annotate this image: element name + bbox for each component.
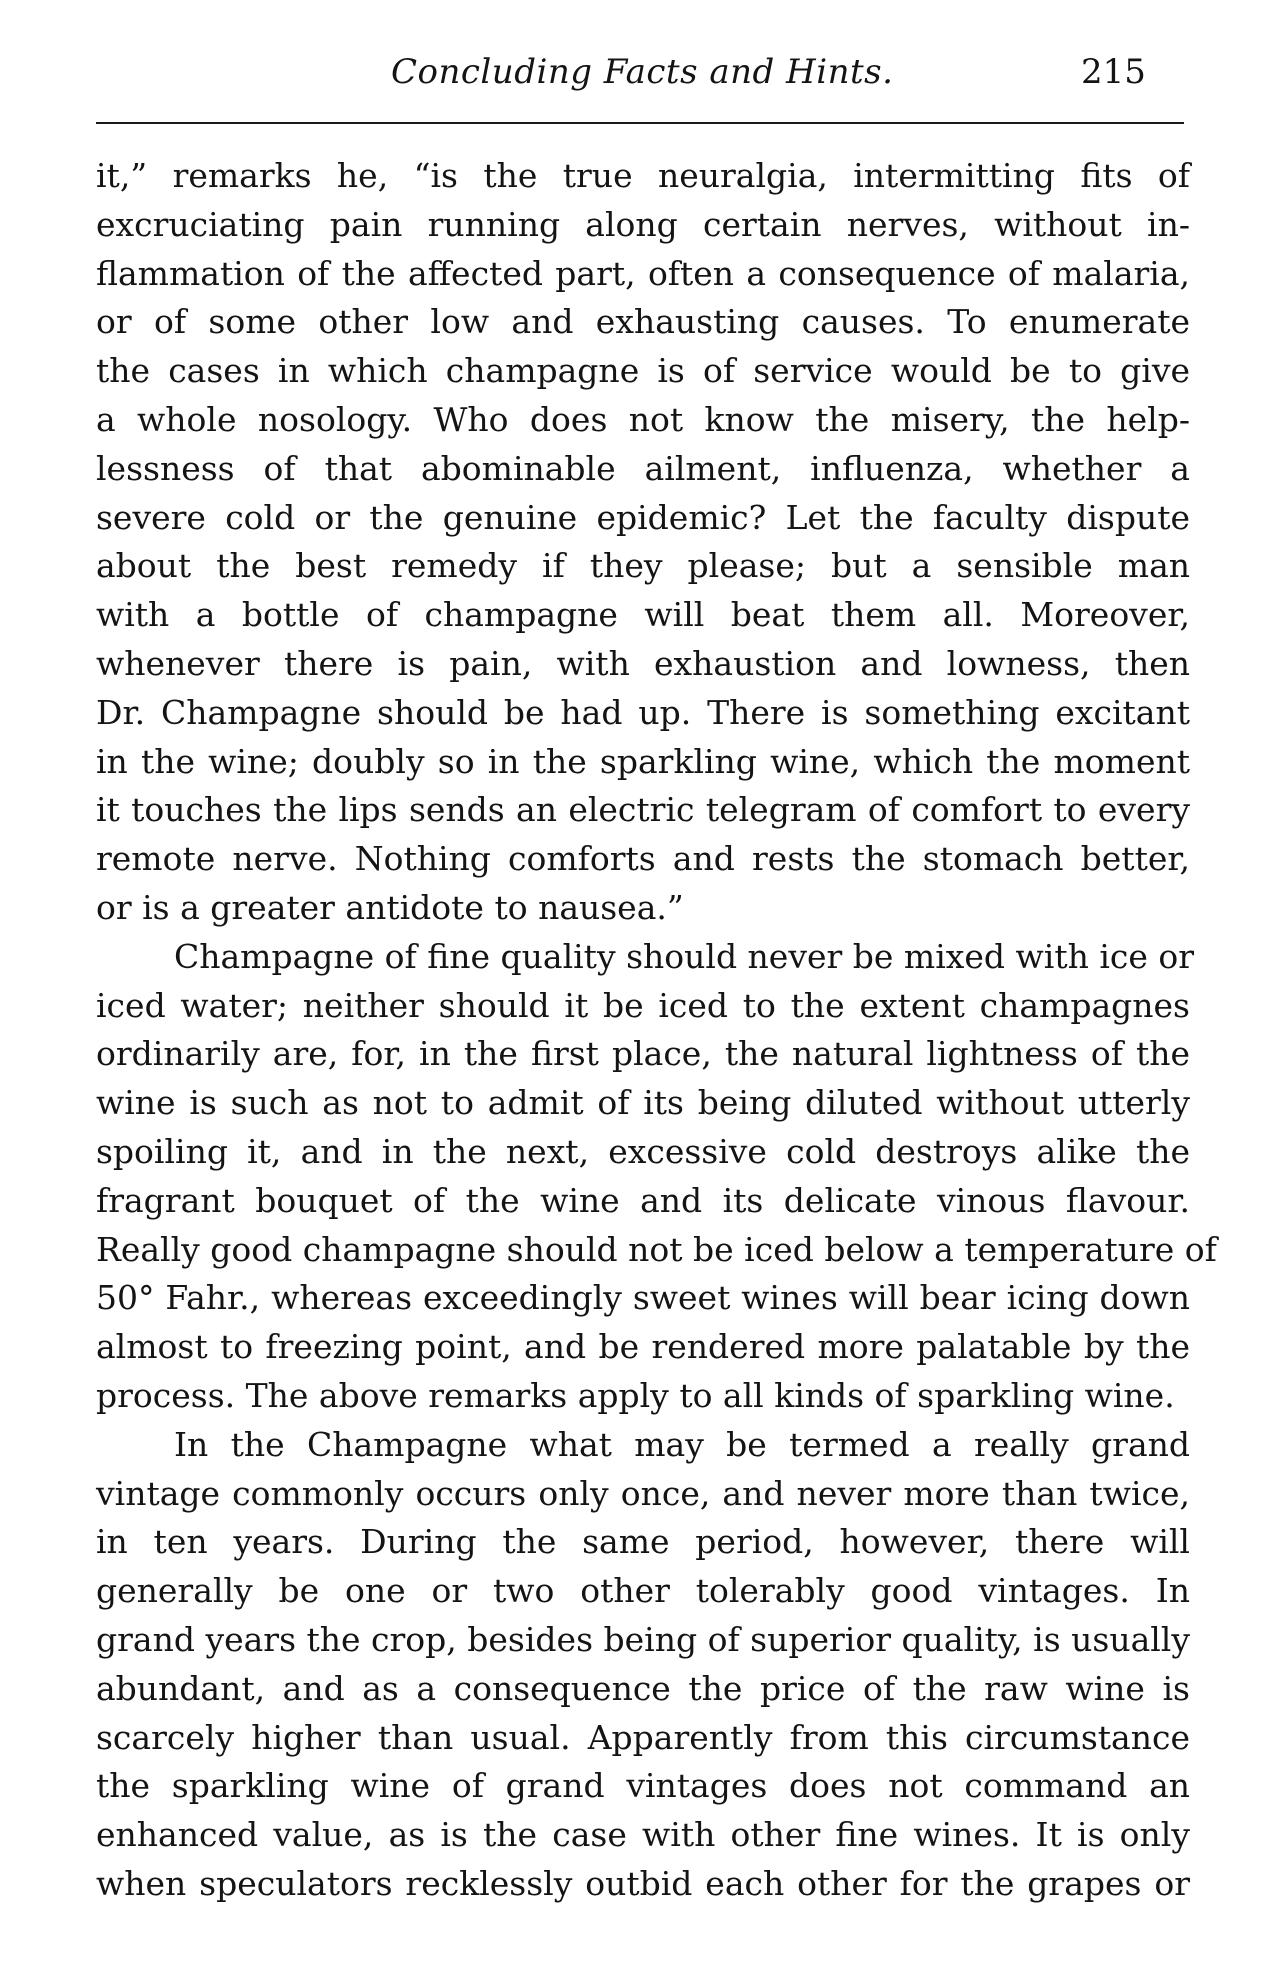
body-text (96, 152, 1217, 1909)
text-line: or of some other low and exhausting causes. To enumerate (96, 302, 1190, 342)
text-line: flammation of the affected part, often a consequence of malaria, (96, 253, 1190, 293)
text-line: spoiling it, and in the next, excessive cold destroys alike the (96, 1131, 1190, 1171)
text-line: almost to freezing point, and be rendered more palatable by the (96, 1327, 1190, 1367)
text-line: fragrant bouquet of the wine and its delicate vinous flavour. (96, 1180, 1190, 1220)
text-line: 50° Fahr., whereas exceedingly sweet wines will bear icing down (96, 1278, 1190, 1318)
text-line: excruciating pain running along certain nerves, without in- (96, 204, 1190, 244)
text-line: Really good champagne should not be iced below a temperature of (96, 1229, 1217, 1269)
text-line: in ten years. During the same period, however, there will (96, 1522, 1190, 1562)
text-line: vintage commonly occurs only once, and never more than twice, (96, 1473, 1190, 1513)
text-line: the cases in which champagne is of service would be to give (96, 351, 1190, 391)
text-line: or is a greater antidote to nausea.” (96, 887, 684, 927)
text-line: it,” remarks he, “is the true neuralgia, intermitting fits of (96, 156, 1190, 195)
text-line: enhanced value, as is the case with other fine wines. It is only (96, 1815, 1190, 1855)
text-line: about the best remedy if they please; but a sensible man (96, 546, 1190, 586)
text-line: a whole nosology. Who does not know the misery, the help- (96, 399, 1190, 439)
text-line: with a bottle of champagne will beat them all. Moreover, (96, 595, 1190, 635)
running-title: Concluding Facts and Hints. (391, 52, 894, 92)
page-number: 215 (1081, 52, 1146, 92)
text-line: whenever there is pain, with exhaustion and lowness, then (96, 643, 1190, 683)
text-line: grand years the crop, besides being of superior quality, is usually (96, 1619, 1190, 1659)
text-line: wine is such as not to admit of its being diluted without utterly (96, 1083, 1190, 1123)
text-line: abundant, and as a consequence the price of the raw wine is (96, 1668, 1190, 1708)
text-line: severe cold or the genuine epidemic? Let the faculty dispute (96, 497, 1190, 537)
text-line: process. The above remarks apply to all kinds of sparkling wine. (96, 1375, 1175, 1415)
paragraph-start-line: In the Champagne what may be termed a really grand (174, 1424, 1190, 1464)
text-line: when speculators recklessly outbid each other for the grapes or (96, 1863, 1190, 1903)
text-line: remote nerve. Nothing comforts and rests the stomach better, (96, 839, 1190, 879)
page-header (96, 48, 1196, 108)
text-line: generally be one or two other tolerably good vintages. In (96, 1571, 1190, 1611)
text-line: it touches the lips sends an electric telegram of comfort to every (96, 790, 1190, 830)
text-line: lessness of that abominable ailment, influenza, whether a (96, 448, 1190, 488)
text-line: iced water; neither should it be iced to the extent champagnes (96, 985, 1190, 1025)
text-line: in the wine; doubly so in the sparkling wine, which the moment (96, 741, 1190, 781)
text-line: the sparkling wine of grand vintages does not command an (96, 1766, 1190, 1806)
text-line: Dr. Champagne should be had up. There is something excitant (96, 692, 1190, 732)
text-line: scarcely higher than usual. Apparently from this circumstance (96, 1717, 1190, 1757)
header-rule (96, 122, 1184, 124)
text-line: ordinarily are, for, in the first place, the natural lightness of the (96, 1034, 1190, 1074)
paragraph-start-line: Champagne of fine quality should never be mixed with ice or (174, 936, 1195, 976)
